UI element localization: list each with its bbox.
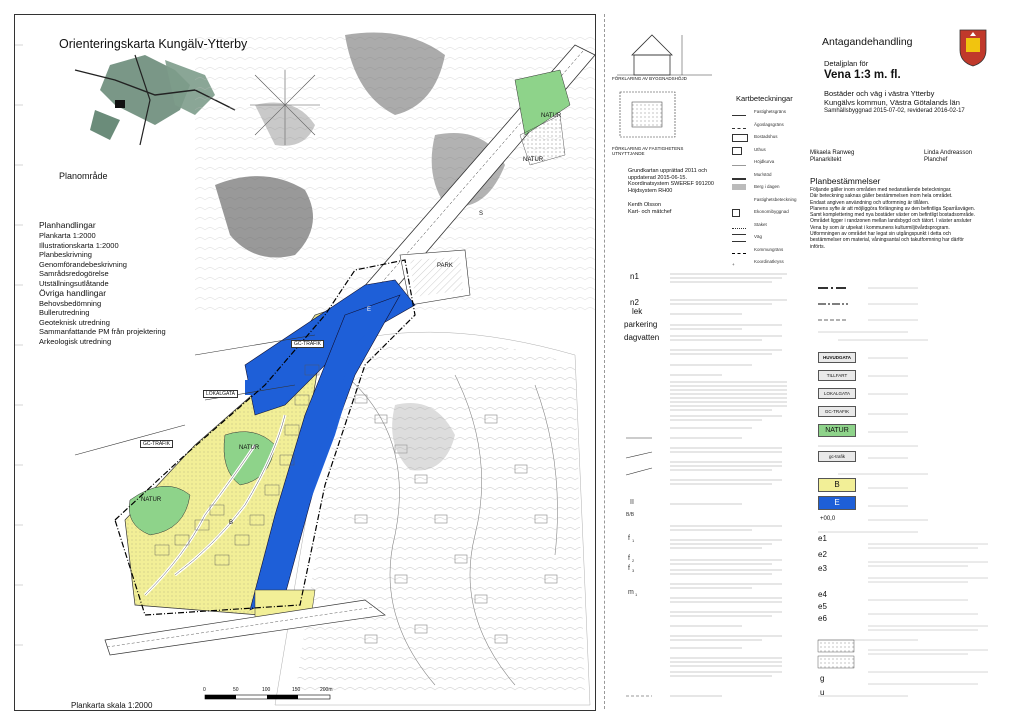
scale-tick: 200m [320, 687, 333, 693]
plan-description: Bostäder och väg i västra Ytterby [824, 89, 935, 98]
rules-line: Samt komplettering med nya bostäder väster om befintligt bostadsområde. [810, 212, 976, 219]
natur-label: NATUR [239, 445, 260, 451]
plan-doc-item: Plankarta 1:2000 [39, 231, 96, 240]
svg-text:2: 2 [632, 558, 635, 563]
code-e4: e4 [818, 590, 827, 599]
kart-heading: Kartbeteckningar [736, 94, 793, 103]
base-map-info [628, 168, 714, 215]
code-e1: e1 [818, 534, 827, 543]
base-map-line: uppdaterad 2015-06-15. [628, 174, 688, 181]
plan-doc-item: Illustrationskarta 1:2000 [39, 240, 119, 250]
plan-docs-list [39, 231, 166, 346]
kart-item: + Koordinatkryss [732, 259, 784, 267]
plan-rules-legend [622, 270, 797, 710]
legend-badge: B [818, 478, 856, 492]
plan-name: Vena 1:3 m. fl. [824, 69, 901, 81]
kart-item: Höjdkurva [732, 156, 802, 169]
other-doc-item: Sammanfattande PM från projektering [39, 327, 166, 336]
map-author-role: Kart- och mätchef [628, 208, 672, 215]
code-e5: e5 [818, 602, 827, 611]
scale-tick: 100 [262, 687, 271, 693]
rules-line: Planens syfte är att möjliggöra förlängning av den befintliga Sparråsvägen. [810, 205, 976, 212]
other-doc-item: Bullerutredning [39, 308, 90, 317]
document-status: Antagandehandling [822, 36, 913, 48]
rules-line: bestämmelser om material, våningsantal och takutformning har därför [810, 237, 964, 244]
signer-role: Planarkitekt [810, 157, 842, 163]
code-e3: e3 [818, 564, 827, 573]
legend-badge: TILLFART [818, 370, 856, 381]
rules-line: Endast angiven användning och utformning är tillåten. [810, 199, 930, 206]
rules-line: införts. [810, 243, 826, 250]
svg-text:II: II [630, 499, 634, 506]
panel-divider [604, 14, 606, 709]
plan-docs-heading: Planhandlingar [39, 220, 96, 230]
gc-trafik-label: GC-TRAFIK [140, 440, 173, 448]
other-doc-item: Arkeologisk utredning [39, 336, 112, 346]
s-zone-label: S [479, 211, 484, 217]
legend-badge: GC-TRAFIK [818, 406, 856, 417]
scale-tick: 0 [203, 687, 206, 693]
e-zone-label: E [367, 307, 372, 313]
svg-text:f: f [628, 555, 630, 562]
plan-doc-item: Utställningsutlåtande [39, 278, 109, 288]
orientation-title: Orienteringskarta Kungälv-Ytterby [59, 37, 248, 51]
svg-text:1: 1 [635, 592, 638, 597]
b-zone-label: B [229, 520, 234, 526]
kart-item: Staket [732, 219, 802, 232]
svg-text:m: m [628, 589, 634, 596]
kart-item: Fastighetsbeteckning [754, 196, 797, 202]
rules-line: Vena by som är utpekat i kommunens kulturmiljövårdsprogram. [810, 224, 950, 231]
scale-tick: 150 [292, 687, 301, 693]
scale-tick: 50 [233, 687, 239, 693]
svg-text:3: 3 [632, 568, 635, 573]
rules-lines [808, 282, 1008, 702]
plan-doc-item: Planbeskrivning [39, 250, 92, 259]
code-e6: e6 [818, 614, 827, 623]
rules-heading: Planbestämmelser [810, 176, 881, 186]
kart-item: Väg [732, 231, 802, 244]
natur-label: NATUR [523, 157, 544, 163]
kart-item: Fastighetsgräns [732, 106, 802, 119]
signer-role: Planchef [924, 157, 948, 163]
svg-text:f: f [628, 565, 630, 572]
plan-area-label: Planområde [59, 171, 108, 181]
rules-line: Följande gäller inom områden med nedanstående beteckningar. [810, 187, 952, 193]
municipality-crest-icon [958, 28, 988, 68]
legend-badge: LOKALGATA [818, 388, 856, 399]
legend-symbol: n2 [630, 298, 639, 307]
svg-text:B/B: B/B [626, 512, 635, 518]
kart-item: Uthus [732, 144, 802, 157]
kart-item: Bostadshus [732, 131, 802, 144]
legend-symbol: n1 [630, 272, 639, 281]
kart-item: Kommungräns [732, 244, 802, 257]
signer-name: Mikaela Ranweg [810, 150, 855, 156]
plan-date: Samhällsbyggnad 2015-07-02, reviderad 2016-02-17 [824, 108, 965, 114]
legend-symbol: lek [632, 307, 643, 316]
legend-badge: gc-trafik [818, 451, 856, 462]
natur-label: NATUR [541, 113, 562, 119]
base-map-line: Koordinatsystem SWEREF 991200 [628, 181, 714, 187]
base-map-line: Grundkartan upprättad 2011 och [628, 168, 708, 174]
plan-subtitle: Detaljplan för [824, 59, 869, 68]
rules-line: Området ligger i randzonen mellan landsbygd och tätort. I väster ansluter [810, 218, 972, 225]
lokalgata-label: LOKALGATA [203, 390, 238, 398]
natur-label: NATUR [141, 497, 162, 503]
kart-item: Ägoslagsgräns [732, 119, 802, 132]
code-u: u [820, 688, 825, 697]
gc-trafik-label: GC-TRAFIK [291, 340, 324, 348]
park-label: PARK [437, 263, 453, 269]
scale-bar [205, 695, 330, 699]
map-drawing [15, 15, 595, 710]
rules-line: Utformningen av området har legat sin utgångspunkt i detta och [810, 231, 951, 238]
legend-symbol: parkering [624, 320, 658, 329]
kart-item: Berg i dagen [732, 181, 802, 194]
rules-line: Där beteckning saknas gäller bestämmelsen inom hela området. [810, 193, 953, 200]
title-block [800, 14, 1010, 709]
rules-text [810, 187, 1005, 250]
plan-municipality: Kungälvs kommun, Västra Götalands län [824, 98, 960, 107]
code-e2: e2 [818, 550, 827, 559]
elevation-symbol: +00,0 [820, 516, 836, 522]
legend-badge: E [818, 496, 856, 510]
legend-badge: NATUR [818, 424, 856, 437]
kart-item: Ekonomibyggnad [732, 206, 802, 219]
plan-map [14, 14, 596, 711]
svg-text:1: 1 [632, 538, 635, 543]
property-use-caption: FÖRKLARING AV FASTIGHETENS UTNYTTJANDE [612, 146, 684, 156]
kart-item: Mur/stöd [732, 169, 802, 182]
other-docs-heading: Övriga handlingar [39, 288, 107, 298]
code-g: g [820, 674, 825, 683]
signer-name: Linda Andreasson [924, 150, 973, 156]
legend-symbol: dagvatten [624, 333, 660, 342]
legend-badge: HUVUDGATA [818, 352, 856, 363]
kart-list [732, 106, 802, 269]
building-height-caption: FÖRKLARING AV BYGGNADSHÖJD [612, 76, 687, 81]
other-doc-item: Behovsbedömning [39, 298, 102, 308]
plan-doc-item: Genomförandebeskrivning [39, 259, 127, 269]
scale-label: Plankarta skala 1:2000 [71, 701, 153, 710]
base-map-line: Höjdsystem RH00 [628, 187, 673, 194]
plan-doc-item: Samrådsredogörelse [39, 269, 109, 278]
other-doc-item: Geoteknisk utredning [39, 317, 110, 327]
svg-text:f: f [628, 535, 630, 542]
map-author: Kenth Olsson [628, 202, 662, 208]
